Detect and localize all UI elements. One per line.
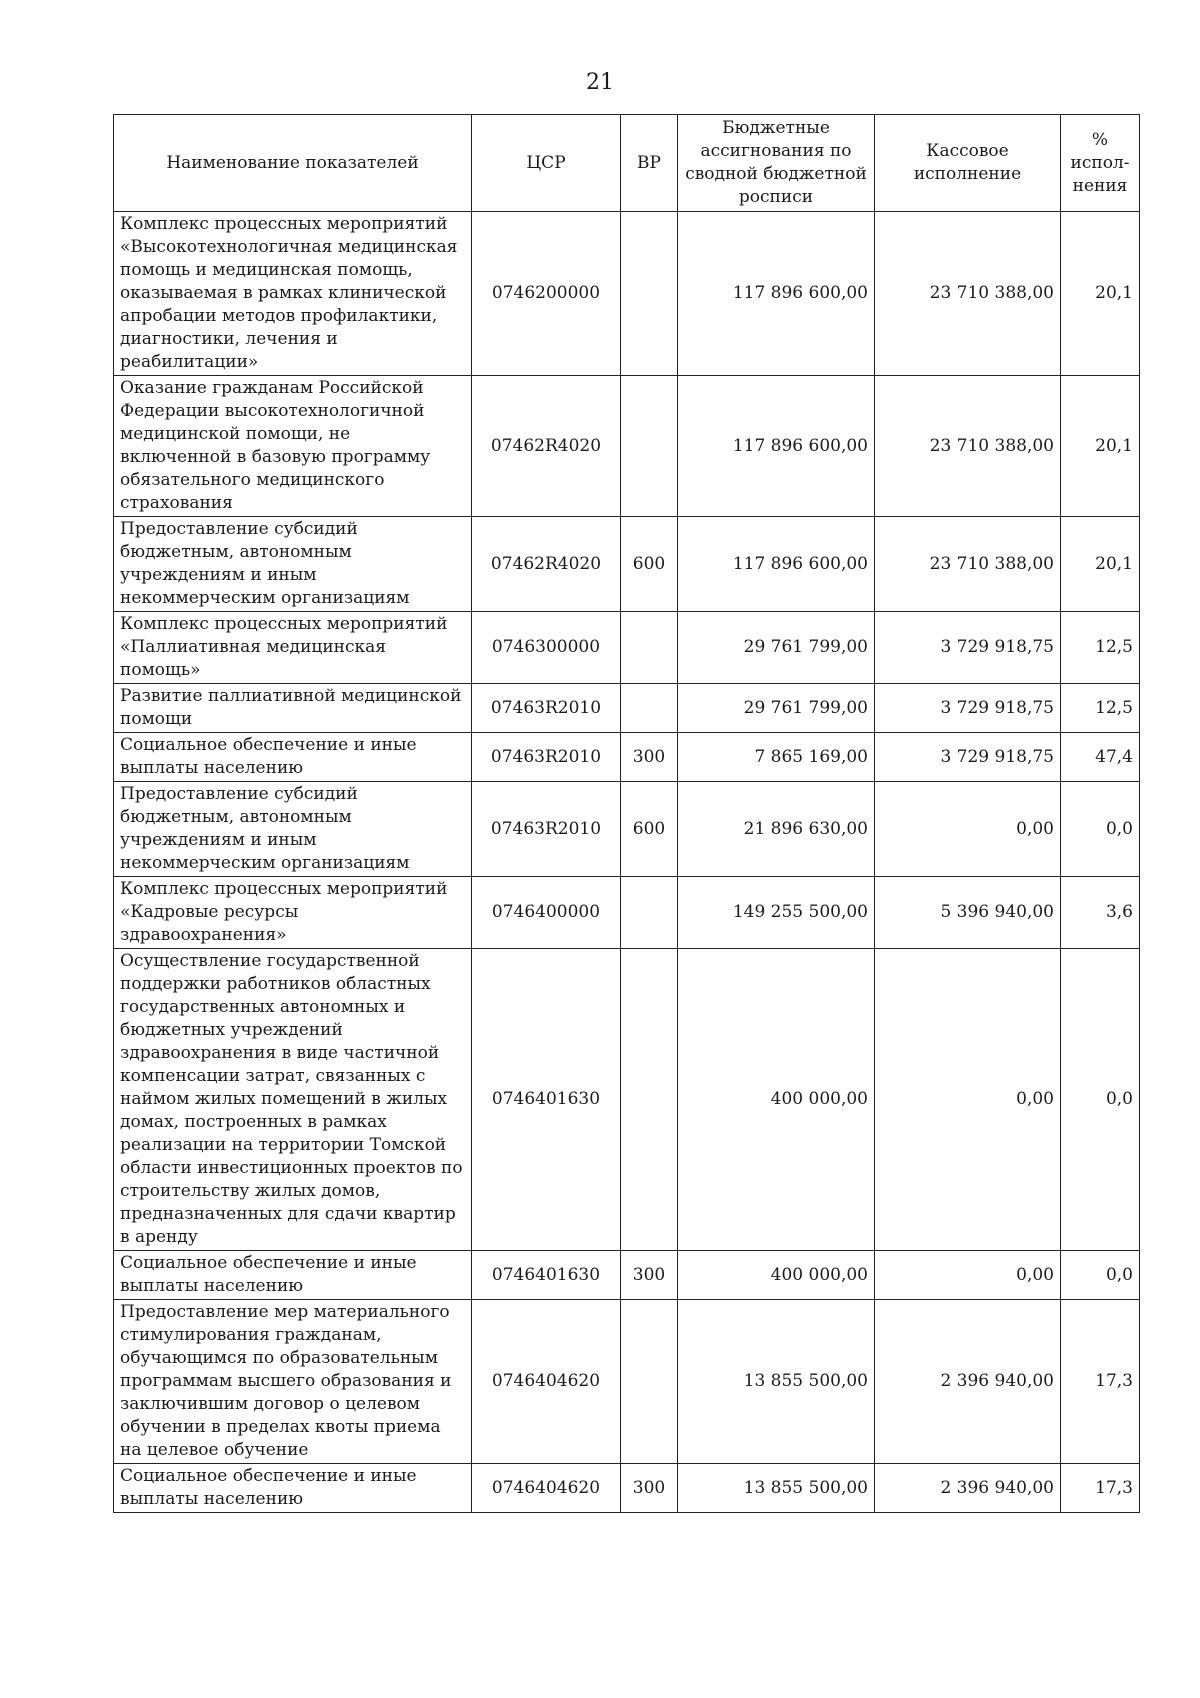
row-name: Социальное обеспечение и иные выплаты населению <box>114 1464 472 1513</box>
row-percent: 20,1 <box>1061 212 1140 376</box>
row-csr: 07462R4020 <box>472 376 621 517</box>
row-csr: 0746200000 <box>472 212 621 376</box>
row-cash: 5 396 940,00 <box>875 877 1061 949</box>
table-row <box>114 612 1140 684</box>
row-budget: 117 896 600,00 <box>678 376 875 517</box>
table-row <box>114 1300 1140 1464</box>
row-csr: 0746404620 <box>472 1300 621 1464</box>
row-budget: 149 255 500,00 <box>678 877 875 949</box>
row-csr: 0746300000 <box>472 612 621 684</box>
header-cash: Кассовое исполнение <box>875 115 1061 212</box>
row-cash: 3 729 918,75 <box>875 733 1061 782</box>
table-header-row <box>114 115 1140 212</box>
row-percent: 0,0 <box>1061 782 1140 877</box>
table-row <box>114 1464 1140 1513</box>
row-cash: 23 710 388,00 <box>875 517 1061 612</box>
row-percent: 20,1 <box>1061 376 1140 517</box>
table-row <box>114 684 1140 733</box>
row-csr: 07463R2010 <box>472 733 621 782</box>
row-budget: 29 761 799,00 <box>678 612 875 684</box>
row-cash: 23 710 388,00 <box>875 212 1061 376</box>
row-name: Комплекс процессных мероприятий «Высокотехнологичная медицинская помощь и медицинская помощь, оказываемая в рамках клинической апробации методов профилактики, диагностики, лечения и реабилитации» <box>114 212 472 376</box>
row-vr <box>621 376 678 517</box>
header-percent: % испол-нения <box>1061 115 1140 212</box>
row-cash: 2 396 940,00 <box>875 1300 1061 1464</box>
header-budget: Бюджетные ассигнования по сводной бюджетной росписи <box>678 115 875 212</box>
table-row <box>114 517 1140 612</box>
row-vr: 300 <box>621 1251 678 1300</box>
table-row <box>114 733 1140 782</box>
row-budget: 400 000,00 <box>678 1251 875 1300</box>
row-vr: 300 <box>621 1464 678 1513</box>
row-cash: 23 710 388,00 <box>875 376 1061 517</box>
header-name: Наименование показателей <box>114 115 472 212</box>
row-percent: 47,4 <box>1061 733 1140 782</box>
page-number: 21 <box>586 70 614 95</box>
budget-execution-table <box>113 114 1140 1513</box>
row-budget: 400 000,00 <box>678 949 875 1251</box>
row-name: Предоставление мер материального стимулирования гражданам, обучающимся по образовательным программам высшего образования и заключившим договор о целевом обучении в пределах квоты приема на целевое обучение <box>114 1300 472 1464</box>
row-percent: 12,5 <box>1061 684 1140 733</box>
row-csr: 0746400000 <box>472 877 621 949</box>
row-name: Предоставление субсидий бюджетным, автономным учреждениям и иным некоммерческим организациям <box>114 782 472 877</box>
table-row <box>114 949 1140 1251</box>
table-row <box>114 1251 1140 1300</box>
row-percent: 17,3 <box>1061 1464 1140 1513</box>
row-budget: 7 865 169,00 <box>678 733 875 782</box>
row-csr: 0746404620 <box>472 1464 621 1513</box>
row-budget: 117 896 600,00 <box>678 517 875 612</box>
row-percent: 20,1 <box>1061 517 1140 612</box>
row-vr <box>621 1300 678 1464</box>
table-row <box>114 212 1140 376</box>
header-csr: ЦСР <box>472 115 621 212</box>
row-csr: 0746401630 <box>472 949 621 1251</box>
row-vr <box>621 949 678 1251</box>
row-name: Комплекс процессных мероприятий «Кадровые ресурсы здравоохранения» <box>114 877 472 949</box>
row-cash: 0,00 <box>875 1251 1061 1300</box>
row-name: Оказание гражданам Российской Федерации высокотехнологичной медицинской помощи, не включенной в базовую программу обязательного медицинского страхования <box>114 376 472 517</box>
row-budget: 29 761 799,00 <box>678 684 875 733</box>
row-cash: 3 729 918,75 <box>875 612 1061 684</box>
row-name: Предоставление субсидий бюджетным, автономным учреждениям и иным некоммерческим организациям <box>114 517 472 612</box>
row-cash: 3 729 918,75 <box>875 684 1061 733</box>
row-name: Комплекс процессных мероприятий «Паллиативная медицинская помощь» <box>114 612 472 684</box>
row-vr: 600 <box>621 782 678 877</box>
row-percent: 3,6 <box>1061 877 1140 949</box>
row-budget: 13 855 500,00 <box>678 1464 875 1513</box>
row-percent: 17,3 <box>1061 1300 1140 1464</box>
row-vr <box>621 684 678 733</box>
row-vr <box>621 612 678 684</box>
row-csr: 07463R2010 <box>472 684 621 733</box>
row-budget: 117 896 600,00 <box>678 212 875 376</box>
row-percent: 0,0 <box>1061 1251 1140 1300</box>
table-row <box>114 376 1140 517</box>
row-cash: 0,00 <box>875 782 1061 877</box>
table-row <box>114 782 1140 877</box>
row-percent: 0,0 <box>1061 949 1140 1251</box>
row-vr: 300 <box>621 733 678 782</box>
row-csr: 07462R4020 <box>472 517 621 612</box>
row-csr: 07463R2010 <box>472 782 621 877</box>
row-vr <box>621 877 678 949</box>
row-cash: 0,00 <box>875 949 1061 1251</box>
table-row <box>114 877 1140 949</box>
row-name: Развитие паллиативной медицинской помощи <box>114 684 472 733</box>
row-percent: 12,5 <box>1061 612 1140 684</box>
header-vr: ВР <box>621 115 678 212</box>
row-csr: 0746401630 <box>472 1251 621 1300</box>
row-name: Социальное обеспечение и иные выплаты населению <box>114 1251 472 1300</box>
row-vr: 600 <box>621 517 678 612</box>
row-vr <box>621 212 678 376</box>
row-cash: 2 396 940,00 <box>875 1464 1061 1513</box>
row-name: Социальное обеспечение и иные выплаты населению <box>114 733 472 782</box>
row-budget: 13 855 500,00 <box>678 1300 875 1464</box>
row-budget: 21 896 630,00 <box>678 782 875 877</box>
row-name: Осуществление государственной поддержки работников областных государственных автономных и бюджетных учреждений здравоохранения в виде частичной компенсации затрат, связанных с наймом жилых помещений в жилых домах, построенных в рамках реализации на территории Томской области инвестиционных проектов по строительству жилых домов, предназначенных для сдачи квартир в аренду <box>114 949 472 1251</box>
